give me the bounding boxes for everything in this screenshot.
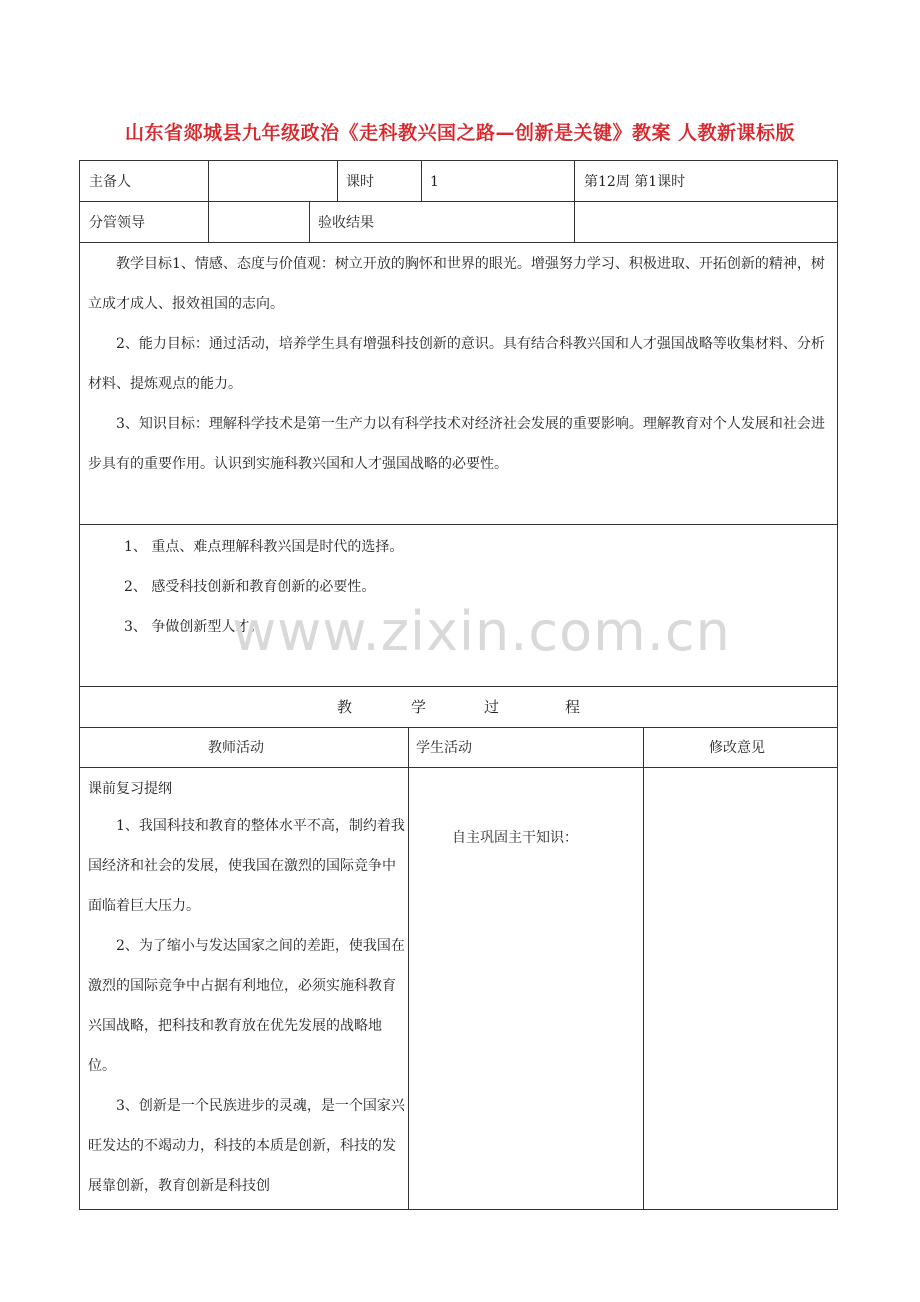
col-divider: [421, 160, 422, 201]
column-header-student: 学生活动: [416, 740, 472, 756]
hours-value: 1: [430, 174, 439, 190]
objective-paragraph: 2、能力目标：通过活动，培养学生具有增强科技创新的意识。具有结合科教兴国和人才强国战略等收集材料、分析材料、提炼观点的能力。: [88, 336, 825, 392]
process-char: 程: [565, 698, 581, 716]
leader-label: 分管领导: [89, 215, 145, 231]
student-activity: 自主巩固主干知识：: [452, 830, 578, 846]
row-divider: [79, 242, 838, 243]
col-divider: [309, 201, 310, 242]
hours-label: 课时: [346, 174, 374, 190]
process-char: 学: [411, 698, 427, 716]
teacher-item: 3、创新是一个民族进步的灵魂，是一个国家兴旺发达的不竭动力，科技的本质是创新，科技的发展靠创新，教育创新是科技创: [88, 1098, 405, 1194]
row-divider: [79, 686, 838, 687]
col-divider: [337, 160, 338, 201]
process-char: 教: [337, 698, 353, 716]
teacher-heading: 课前复习提纲: [88, 781, 172, 797]
row-divider: [79, 524, 838, 525]
col-divider: [574, 160, 575, 242]
teacher-item: 1、我国科技和教育的整体水平不高，制约着我国经济和社会的发展，使我国在激烈的国际竞争中面临着巨大压力。: [88, 818, 405, 914]
row-divider: [79, 767, 838, 768]
row-divider: [79, 727, 838, 728]
objective-paragraph: 教学目标1、情感、态度与价值观：树立开放的胸怀和世界的眼光。增强努力学习、积极进取、开拓创新的精神，树立成才成人、报效祖国的志向。: [88, 256, 825, 312]
objective-paragraph: 3、知识目标：理解科学技术是第一生产力以有科学技术对经济社会发展的重要影响。理解教育对个人发展和社会进步具有的重要作用。认识到实施科教兴国和人才强国战略的必要性。: [88, 416, 825, 472]
col-divider: [408, 727, 409, 1210]
process-heading: [79, 696, 838, 716]
teacher-activity: [88, 772, 406, 1206]
row-divider: [79, 201, 838, 202]
preparer-label: 主备人: [89, 174, 131, 190]
document-title: 山东省郯城县九年级政治《走科教兴国之路—创新是关键》教案 人教新课标版: [124, 122, 796, 144]
key-points-block: [88, 527, 828, 647]
teacher-item: 2、为了缩小与发达国家之间的差距，使我国在激烈的国际竞争中占据有利地位，必须实施科教育兴国战略，把科技和教育放在优先发展的战略地位。: [88, 938, 405, 1074]
key-point: 1、 重点、难点理解科教兴国是时代的选择。: [124, 539, 404, 555]
objectives-block: [88, 244, 828, 484]
process-char: 过: [484, 698, 500, 716]
column-header-revision: 修改意见: [709, 740, 765, 756]
result-label: 验收结果: [318, 215, 374, 231]
col-divider: [208, 160, 209, 242]
column-header-teacher: 教师活动: [208, 740, 264, 756]
key-point: 3、 争做创新型人才。: [124, 619, 264, 635]
key-point: 2、 感受科技创新和教育创新的必要性。: [124, 579, 376, 595]
col-divider: [643, 727, 644, 1210]
week-value: 第12周 第1课时: [584, 174, 686, 190]
watermark: www.zixin.com.cn: [232, 600, 731, 663]
